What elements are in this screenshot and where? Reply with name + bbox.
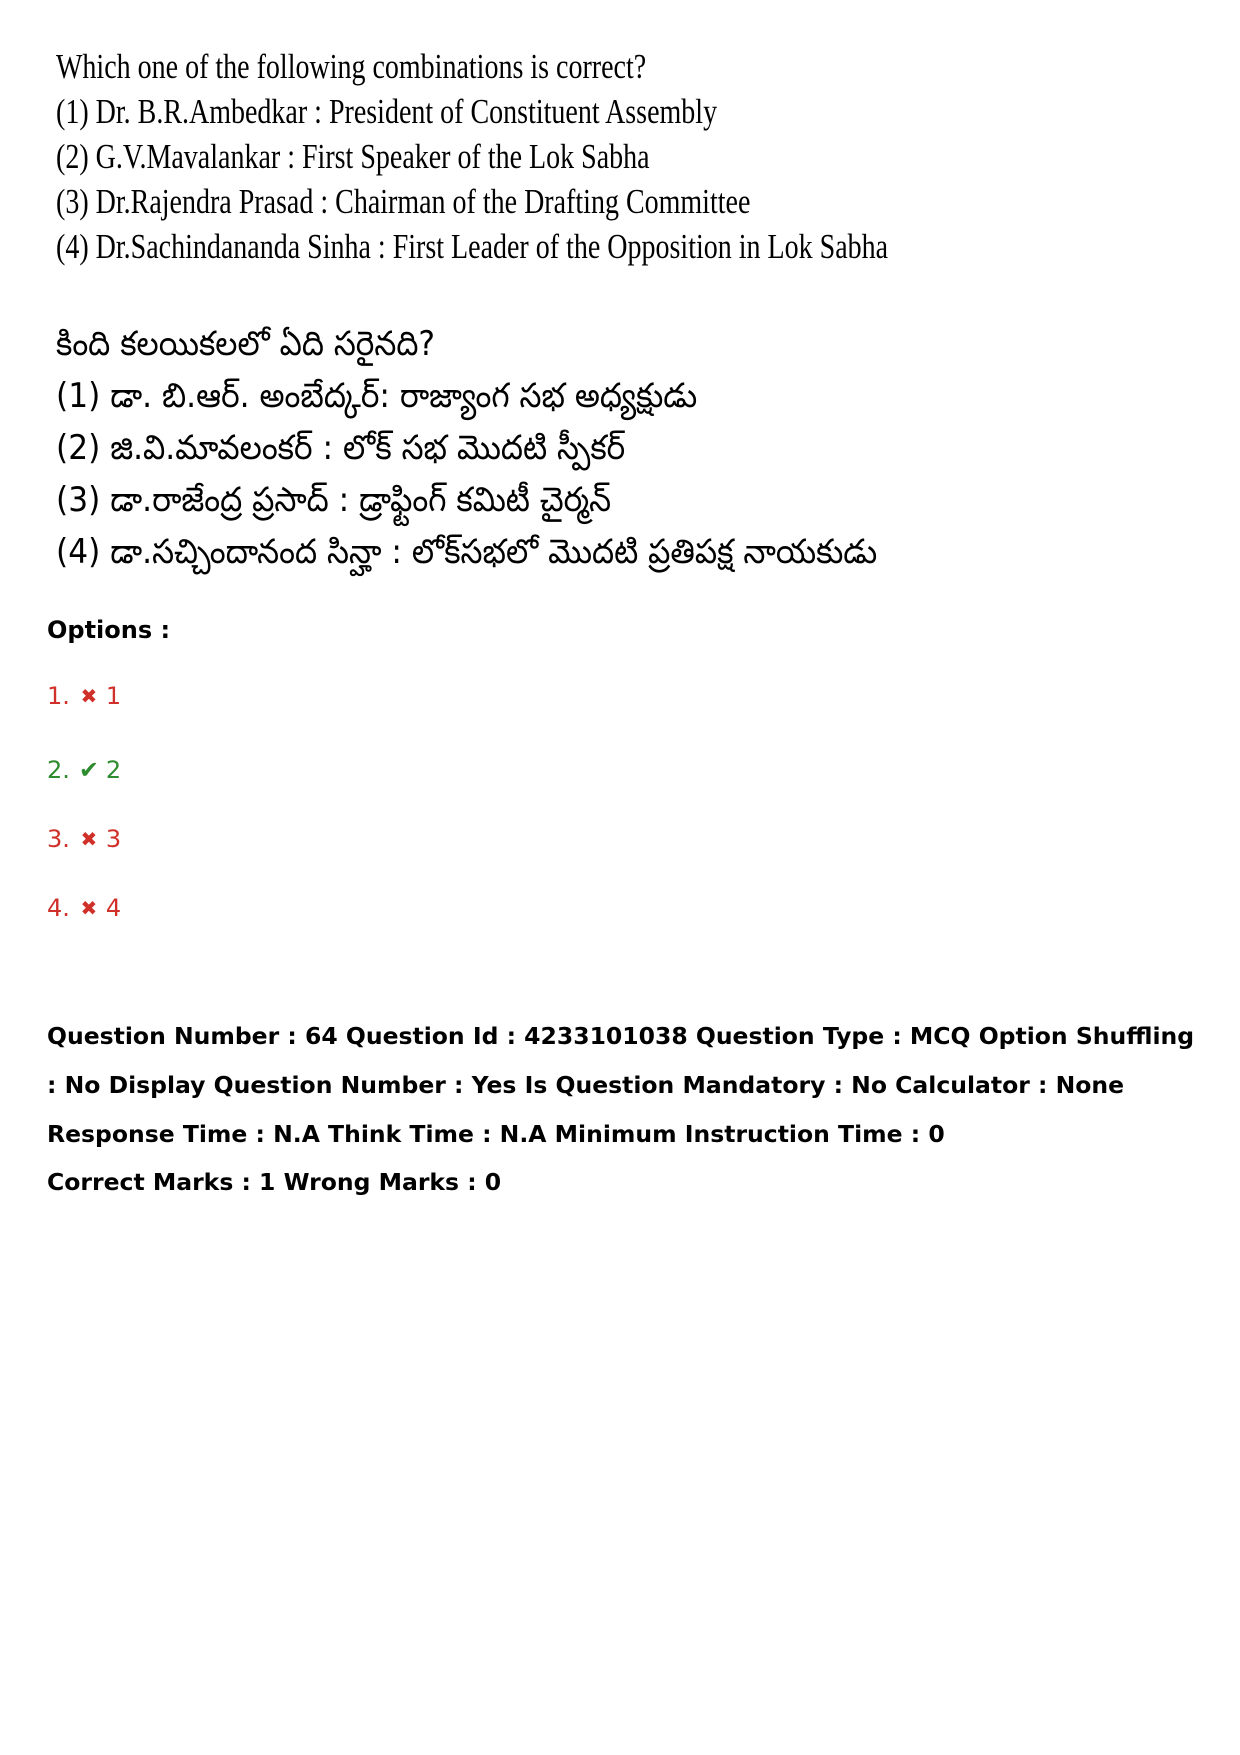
option-text: 4: [105, 894, 122, 922]
option-text: 2: [105, 756, 122, 784]
option-1: [47, 682, 121, 710]
question-english: [56, 44, 889, 269]
question-metadata: Question Number : 64 Question Id : 4233101038 Question Type : MCQ Option Shuffling : No Display Question Number : Yes Is Question Mandatory : No Calculator : None Response Time : N.A Think Time : N.A Minimum Instruction Time : 0: [47, 1022, 1195, 1148]
option-3: [47, 825, 121, 853]
option-2: [47, 756, 121, 784]
option-text: 1: [105, 682, 122, 710]
check-icon: ✔: [78, 756, 99, 784]
question-statement-4: (4) Dr.Sachindananda Sinha : First Leader of the Opposition in Lok Sabha: [56, 227, 889, 266]
option-4: [47, 894, 121, 922]
option-number: 2.: [47, 756, 70, 784]
question-statement-4-telugu: (4) డా.సచ్చిందానంద సిన్హా : లోక్‌సభలో మొదటి ప్రతిపక్ష నాయకుడు: [56, 532, 878, 572]
question-telugu: [56, 318, 877, 578]
question-statement-3-telugu: (3) డా.రాజేంద్ర ప్రసాద్ : డ్రాఫ్టింగ్ కమిటీ చైర్మన్: [56, 480, 612, 520]
marks-info: Correct Marks : 1 Wrong Marks : 0: [47, 1168, 502, 1196]
option-number: 1.: [47, 682, 70, 710]
option-number: 3.: [47, 825, 70, 853]
question-statement-1: (1) Dr. B.R.Ambedkar : President of Constituent Assembly: [56, 92, 718, 131]
question-statement-2-telugu: (2) జి.వి.మావలంకర్ : లోక్ సభ మొదటి స్పీకర్: [56, 428, 626, 468]
cross-icon: ✖: [80, 684, 98, 708]
question-statement-2: (2) G.V.Mavalankar : First Speaker of the Lok Sabha: [56, 137, 650, 176]
option-number: 4.: [47, 894, 70, 922]
options-label: Options :: [47, 616, 171, 644]
cross-icon: ✖: [80, 896, 98, 920]
question-statement-3: (3) Dr.Rajendra Prasad : Chairman of the Drafting Committee: [56, 182, 751, 221]
question-statement-1-telugu: (1) డా. బి.ఆర్. అంబేద్కర్: రాజ్యాంగ సభ అధ్యక్షుడు: [56, 376, 698, 416]
question-stem: Which one of the following combinations is correct?: [56, 47, 647, 86]
question-stem-telugu: కింది కలయికలలో ఏది సరైనది?: [56, 324, 436, 364]
cross-icon: ✖: [80, 827, 98, 851]
option-text: 3: [105, 825, 122, 853]
